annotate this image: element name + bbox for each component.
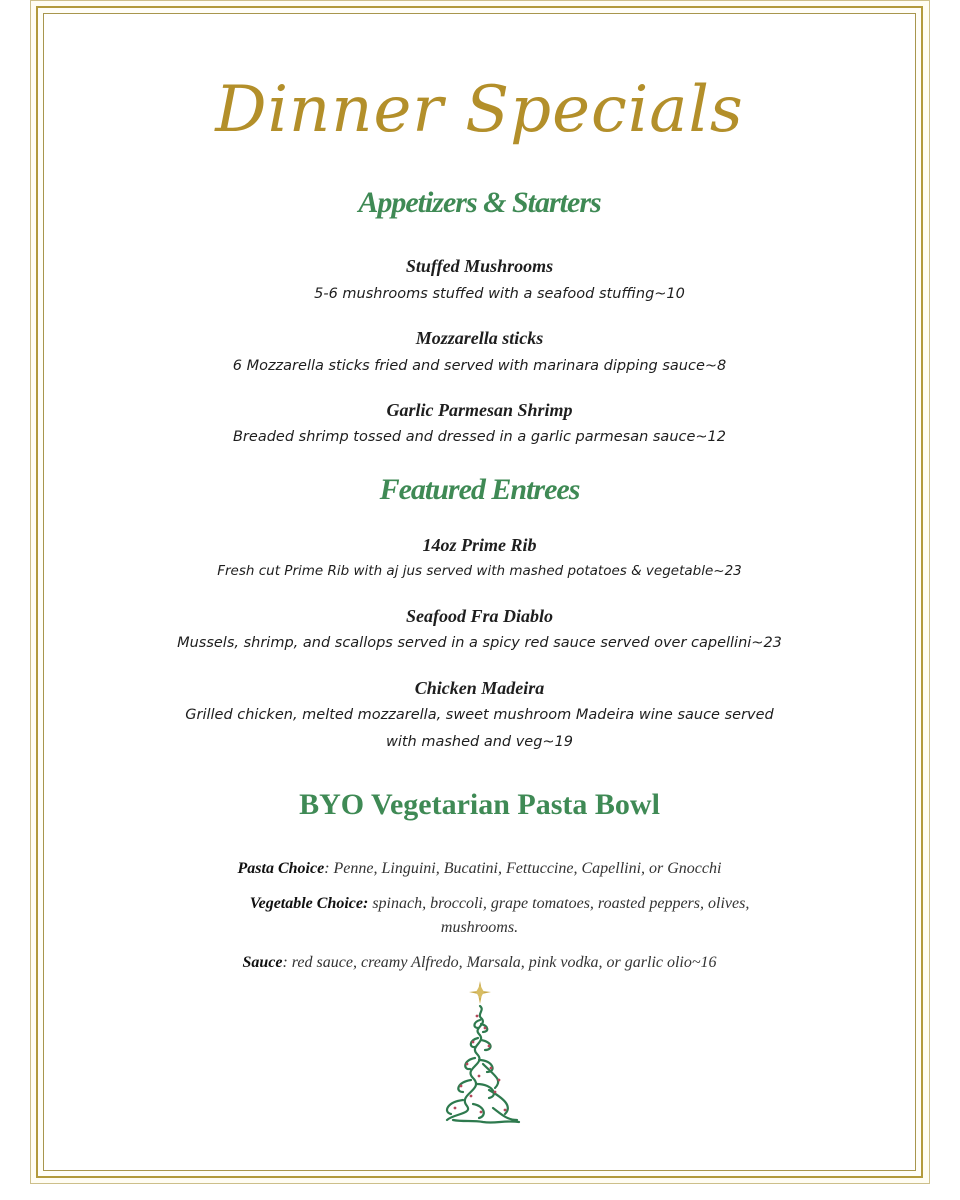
pasta-choice-sep: : (324, 860, 334, 877)
item-desc: Fresh cut Prime Rib with aj jus served with mashed potatoes & vegetable~23 (217, 563, 742, 579)
item-name: Seafood Fra Diablo (405, 606, 553, 626)
vegetable-choice-value: spinach, broccoli, grape tomatoes, roasted peppers, olives, (368, 895, 750, 912)
pasta-choice-line (43, 860, 916, 878)
star-icon (469, 981, 491, 1004)
item-desc: Grilled chicken, melted mozzarella, sweet mushroom Madeira wine sauce served (185, 707, 774, 723)
section-heading-entrees: Featured Entrees (379, 473, 580, 506)
sauce-label: Sauce (242, 954, 283, 971)
item-desc: Mussels, shrimp, and scallops served in a spicy red sauce served over capellini~23 (177, 635, 782, 651)
item-name: 14oz Prime Rib (422, 535, 537, 555)
item-name: Mozzarella sticks (415, 328, 544, 348)
item-desc: 5-6 mushrooms stuffed with a seafood stuffing~10 (314, 286, 685, 302)
christmas-tree-icon (433, 980, 528, 1130)
pasta-choice-label: Pasta Choice (237, 860, 325, 877)
item-desc-continued: with mashed and veg~19 (385, 734, 574, 750)
item-name: Chicken Madeira (414, 678, 545, 698)
section-heading-byo: BYO Vegetarian Pasta Bowl (299, 788, 660, 821)
vegetable-choice-line (43, 895, 916, 913)
vegetable-choice-continued: mushrooms. (440, 919, 519, 936)
item-desc: 6 Mozzarella sticks fried and served with marinara dipping sauce~8 (232, 358, 727, 374)
item-name: Stuffed Mushrooms (405, 256, 554, 276)
item-desc: Breaded shrimp tossed and dressed in a garlic parmesan sauce~12 (232, 429, 726, 445)
section-heading-appetizers: Appetizers & Starters (358, 186, 601, 219)
menu-page (43, 13, 916, 1171)
pasta-choice-value: Penne, Linguini, Bucatini, Fettuccine, Capellini, or Gnocchi (333, 860, 722, 877)
vegetable-choice-label: Vegetable Choice: (249, 895, 369, 912)
sauce-value: : red sauce, creamy Alfredo, Marsala, pink vodka, or garlic olio~16 (282, 954, 717, 971)
page-title: Dinner Specials (215, 73, 744, 147)
item-name: Garlic Parmesan Shrimp (386, 400, 573, 420)
sauce-line (43, 954, 916, 972)
